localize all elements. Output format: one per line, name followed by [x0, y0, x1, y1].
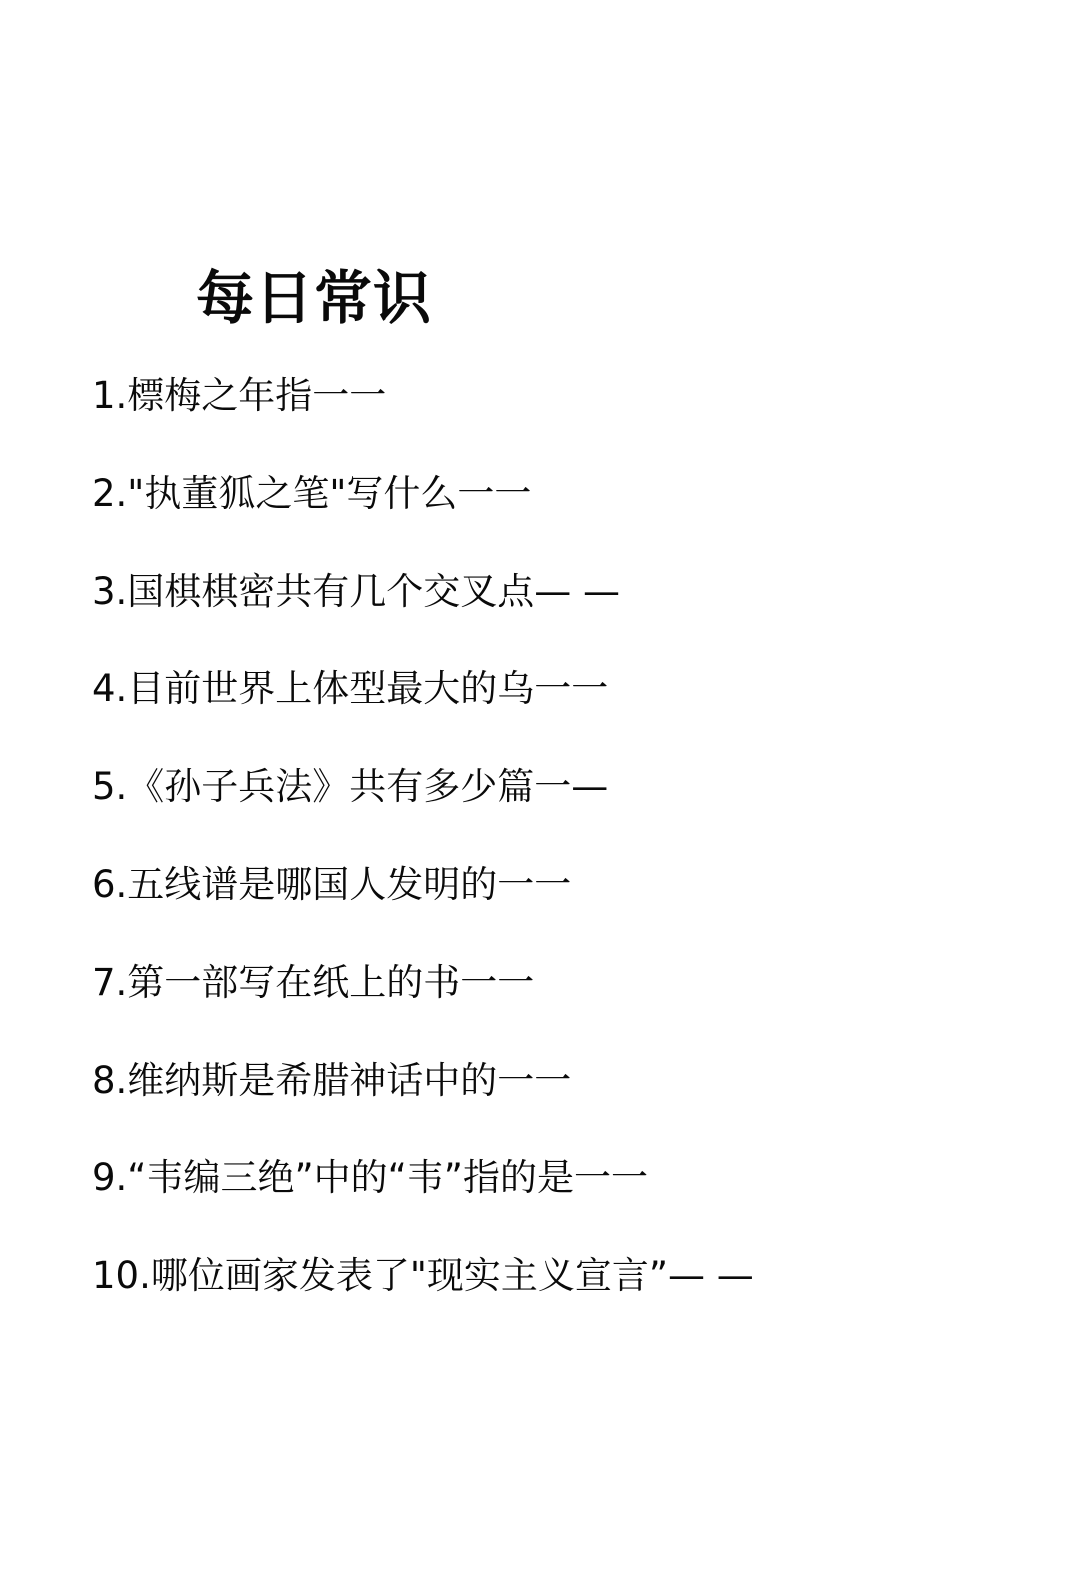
question-item-6: 6.五线谱是哪国人发明的一一 [92, 862, 572, 906]
question-list [92, 366, 1052, 1344]
question-item-1: 1.標梅之年指一一 [92, 374, 387, 417]
question-item-2: 2."执董狐之笔"写什么一一 [92, 471, 532, 515]
question-item-10: 10.哪位画家发表了"现实主义宣言”— — [92, 1254, 754, 1298]
question-item-5: 5.《孙子兵法》共有多少篇一— [92, 765, 609, 809]
question-item-9: 9.“韦编三绝”中的“韦”指的是一一 [92, 1156, 648, 1200]
question-item-3: 3.国棋棋密共有几个交叉点— — [92, 569, 621, 613]
question-item-7: 7.第一部写在纸上的书一一 [92, 960, 535, 1004]
question-item-4: 4.目前世界上体型最大的乌一一 [92, 667, 609, 711]
question-item-8: 8.维纳斯是希腊神话中的一一 [92, 1058, 572, 1102]
page-title: 每日常识 [196, 264, 433, 332]
